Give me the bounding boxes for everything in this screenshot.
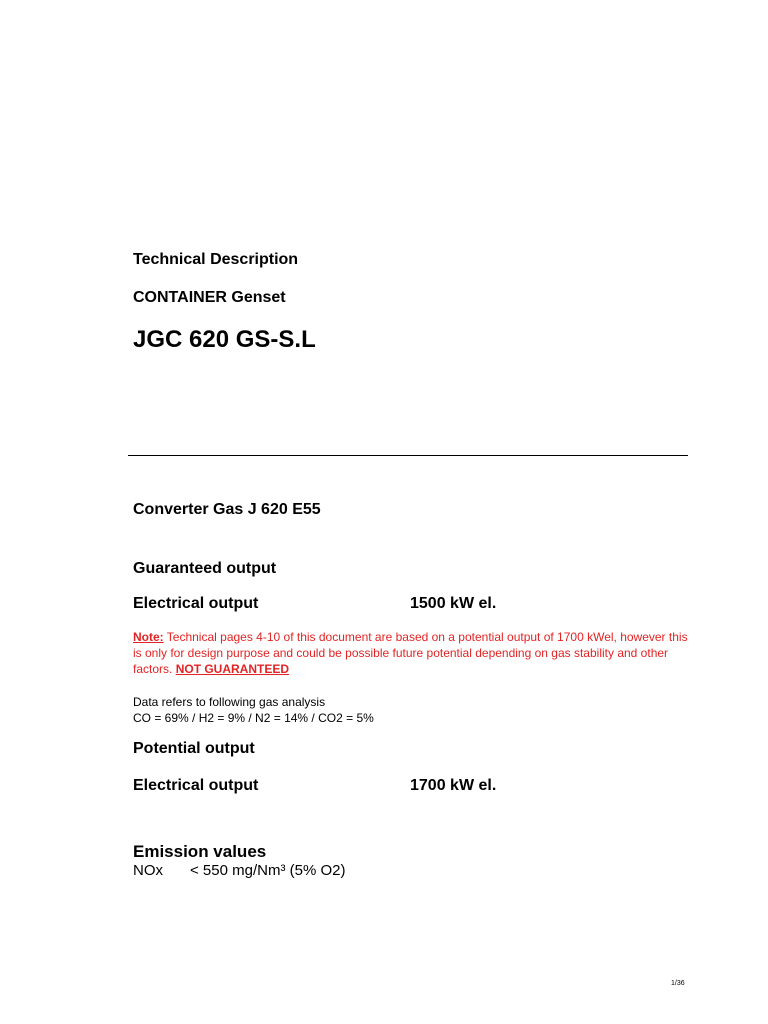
potential-electrical-value: 1700 kW el. [410,777,497,794]
product-line-heading: CONTAINER Genset [133,289,286,306]
emission-values-heading: Emission values [133,842,267,861]
nox-limit: < 550 mg/Nm³ (5% O2) [190,862,346,879]
section-divider [128,455,688,456]
guaranteed-electrical-value: 1500 kW el. [410,595,497,612]
note-label: Note: [133,630,164,644]
guaranteed-output-heading: Guaranteed output [133,560,277,577]
doc-type-heading: Technical Description [133,251,299,268]
potential-output-heading: Potential output [133,740,255,757]
model-title: JGC 620 GS-S.L [133,326,316,353]
nox-label: NOx [133,862,163,879]
guaranteed-electrical-label: Electrical output [133,595,259,612]
gas-analysis-intro: Data refers to following gas analysis [133,695,326,709]
note-text: Technical pages 4-10 of this document are based on a potential output of 1700 kWel, however this is only for design purpose and could be possible future potential depending on gas stability and other factors. [133,630,688,676]
not-guaranteed-emphasis: NOT GUARANTEED [175,662,290,676]
potential-electrical-label: Electrical output [133,777,259,794]
engine-heading: Converter Gas J 620 E55 [133,501,321,518]
note-paragraph [133,629,693,677]
page-number: 1/36 [671,980,685,987]
gas-analysis-composition: CO = 69% / H2 = 9% / N2 = 14% / CO2 = 5% [133,711,374,725]
